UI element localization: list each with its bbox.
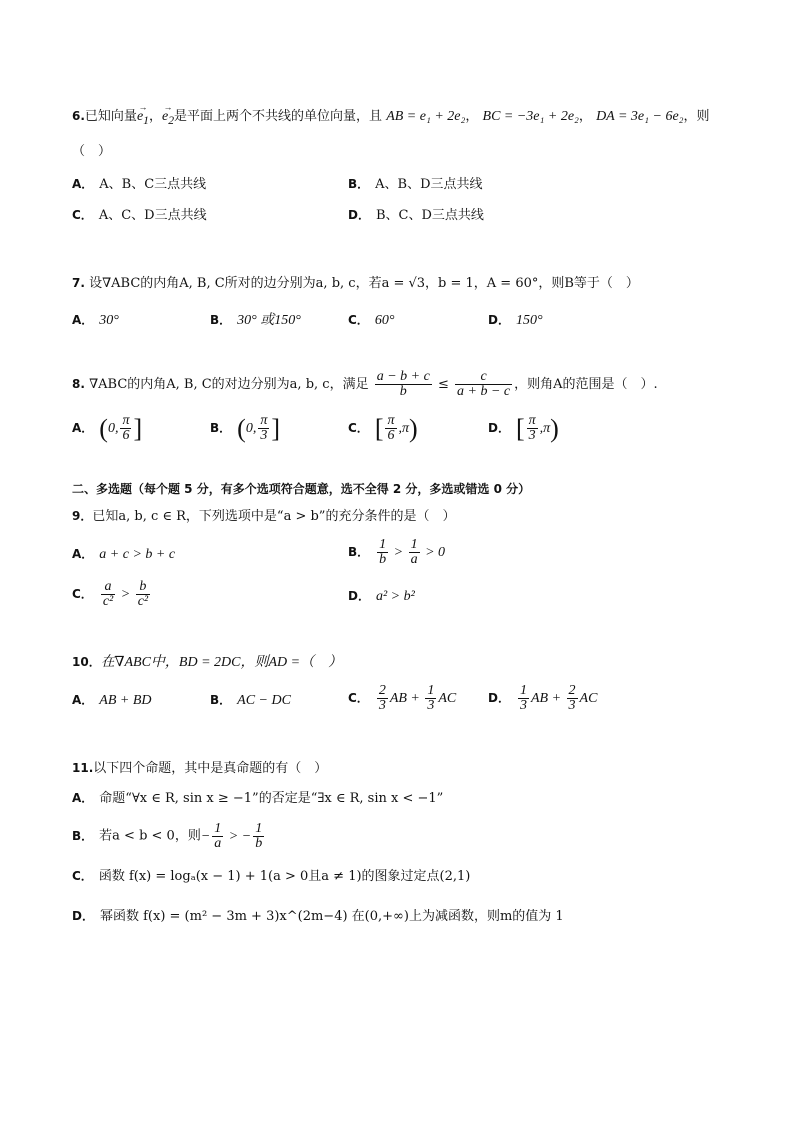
label-d: D．	[488, 313, 510, 327]
q7-number: 7.	[72, 276, 85, 290]
q9-number: 9．	[72, 509, 93, 523]
q8-d-den: 3	[528, 428, 536, 443]
q11-option-c-text: 函数 f(x) = logₐ(x − 1) + 1(a > 0且a ≠ 1)的图象过定点(2,1)	[98, 869, 471, 884]
q8-fraction-1	[375, 370, 432, 399]
q8-text-pre: ∇ABC的内角A, B, C的对边分别为a, b, c，满足	[89, 377, 369, 392]
q6-option-a-text: A、B、C三点共线	[99, 177, 207, 192]
label-a: A．	[72, 791, 94, 805]
q10-option-b-text: AC − DC	[237, 693, 291, 708]
label-b: B．	[210, 420, 232, 435]
q9-option-a-text: a + c > b + c	[99, 547, 176, 562]
q8-text-post: ，则角A的范围是（ ）.	[514, 377, 658, 392]
q6-da: DA = 3e₁ − 6e₂	[596, 109, 684, 124]
q8-frac2-den: a + b − c	[457, 384, 511, 399]
label-b: B．	[348, 544, 370, 559]
q10-option-d-text: $\frac{1}{3}$ AB + $\frac{2}{3}$ AC	[519, 683, 598, 713]
q6-stem: 6.已知向量→ $e_1$，→ $e_2$是平面上两个不共线的单位向量，且 AB = e₁ + 2e₂， BC = −3e₁ + 2e₂， DA = 3e₁ − 6e₂，则	[72, 106, 710, 131]
q11-stem	[72, 758, 327, 779]
q11-option-a-text: 命题“∀x ∈ R, sin x ≥ −1”的否定是“∃x ∈ R, sin x < −1”	[99, 791, 444, 806]
q7-option-a-text: 30°	[99, 313, 119, 328]
q9-option-b-text: $\frac{1}{b}$ > $\frac{1}{a}$ > 0	[379, 537, 446, 567]
q6-number: 6.	[72, 109, 85, 123]
q7-option-d-text: 150°	[515, 313, 543, 328]
q11-option-d-text: 幂函数 f(x) = (m² − 3m + 3)x^(2m−4) 在(0,+∞)上为减函数，则m的值为 1	[99, 909, 564, 924]
q8-frac2-num: c	[455, 370, 512, 385]
label-c: C．	[72, 869, 93, 883]
q8-option-d	[488, 414, 559, 443]
q8-option-b-text: (0, $\frac{\pi}{3}$ ]	[237, 413, 281, 443]
label-b: B．	[348, 177, 370, 191]
q9-stem	[72, 506, 455, 527]
label-c: C．	[72, 208, 93, 222]
section-heading: 二、多选题（每个题 5 分，有多个选项符合题意，选不全得 2 分，多选或错选 0 分）	[72, 482, 531, 496]
q11-number: 11.	[72, 761, 94, 775]
label-c: C．	[348, 690, 369, 705]
q8-option-b	[210, 414, 280, 443]
q6-text2: 是平面上两个不共线的单位向量，且	[174, 109, 383, 124]
label-a: A．	[72, 177, 94, 191]
q11-option-a	[72, 788, 443, 809]
q7-stem	[72, 273, 639, 294]
q6-bc: BC = −3e₁ + 2e₂	[482, 109, 579, 124]
label-d: D．	[72, 909, 94, 923]
q8-fraction-2	[455, 370, 512, 399]
label-a: A．	[72, 547, 94, 561]
q9-option-d-text: a² > b²	[375, 589, 415, 604]
label-b: B．	[210, 693, 232, 707]
label-d: D．	[348, 589, 370, 603]
q6-then: ，则	[683, 109, 710, 124]
q11-text: 以下四个命题，其中是真命题的有（ ）	[93, 761, 328, 776]
q6-option-b	[348, 174, 483, 195]
q8-option-c-text: [ $\frac{\pi}{6}$ ,π)	[374, 413, 418, 443]
q8-d-num: π	[528, 413, 536, 428]
q10-option-a-text: AB + BD	[99, 693, 152, 708]
q7-option-d	[488, 310, 543, 331]
q8-c-den: 6	[387, 428, 395, 443]
q11-option-b: B． 若a < b < 0，则− $\frac{1}{a}$ > − $\frac{1}{b}$	[72, 821, 263, 851]
q6-option-a	[72, 174, 206, 195]
q8-a-num: π	[122, 413, 130, 428]
q10-option-c-text: $\frac{2}{3}$ AB + $\frac{1}{3}$ AC	[378, 683, 457, 713]
q7-option-c-text: 60°	[374, 313, 395, 328]
q8-number: 8.	[72, 377, 85, 391]
q10-stem	[72, 652, 342, 673]
q8-b-den: 3	[260, 428, 268, 443]
q9-option-c	[72, 580, 152, 609]
q10-number: 10．	[72, 655, 101, 669]
q10-option-a	[72, 690, 152, 711]
q6-paren: （ ）	[72, 144, 112, 159]
q9-option-d	[348, 586, 415, 607]
label-a: A．	[72, 693, 94, 707]
q9-option-a	[72, 544, 175, 565]
q6-option-d-text: B、C、D三点共线	[375, 208, 484, 223]
q7-option-b-text: 30° 或150°	[237, 313, 301, 328]
label-d: D．	[348, 208, 370, 222]
q7-option-a	[72, 310, 119, 331]
q8-option-a-text: (0, $\frac{\pi}{6}$ ]	[99, 413, 143, 443]
q6-text: 已知向量	[84, 109, 137, 124]
q8-a-den: 6	[122, 428, 130, 443]
q10-option-b	[210, 690, 291, 711]
q8-option-a	[72, 414, 142, 443]
q6-option-c	[72, 205, 207, 226]
label-d: D．	[488, 420, 510, 435]
q8-stem	[72, 370, 658, 399]
label-a: A．	[72, 313, 94, 327]
q8-option-c	[348, 414, 418, 443]
q9-option-b	[348, 538, 445, 567]
q6-option-c-text: A、C、D三点共线	[98, 208, 207, 223]
q10-text: 在∇ABC中，BD = 2DC，则AD =（ ）	[100, 655, 343, 670]
label-c: C．	[72, 586, 93, 601]
q6-option-d	[348, 205, 484, 226]
q9-text: 已知a, b, c ∈ R，下列选项中是“a > b”的充分条件的是（ ）	[92, 509, 456, 524]
q8-option-d-text: [ $\frac{\pi}{3}$ ,π)	[515, 413, 559, 443]
q8-frac1-den: b	[399, 384, 407, 399]
label-b: B．	[210, 313, 232, 327]
label-c: C．	[348, 313, 369, 327]
q7-option-c	[348, 310, 394, 331]
q6-ab: AB = e₁ + 2e₂	[386, 109, 466, 124]
label-a: A．	[72, 420, 94, 435]
q7-text: 设∇ABC的内角A, B, C所对的边分别为a, b, c，若a = √3，b = 1，A = 60°，则B等于（ ）	[89, 276, 639, 291]
q6-option-b-text: A、B、D三点共线	[375, 177, 483, 192]
q10-option-d	[488, 684, 597, 713]
q8-frac1-num: a − b + c	[376, 369, 430, 384]
q11-option-d	[72, 906, 564, 927]
q7-option-b	[210, 310, 301, 331]
q9-option-c-text: $\frac{a}{\text{c²}}$ > $\frac{b}{\text{c²}}$	[102, 579, 149, 609]
q10-option-c	[348, 684, 456, 713]
q11-option-c	[72, 866, 470, 887]
label-d: D．	[488, 690, 510, 705]
q8-le: ≤	[437, 377, 449, 392]
label-c: C．	[348, 420, 369, 435]
q8-c-num: π	[387, 413, 395, 428]
q8-b-num: π	[260, 413, 268, 428]
q11-option-b-text: 若a < b < 0，则	[99, 828, 201, 844]
label-b: B．	[72, 828, 94, 843]
